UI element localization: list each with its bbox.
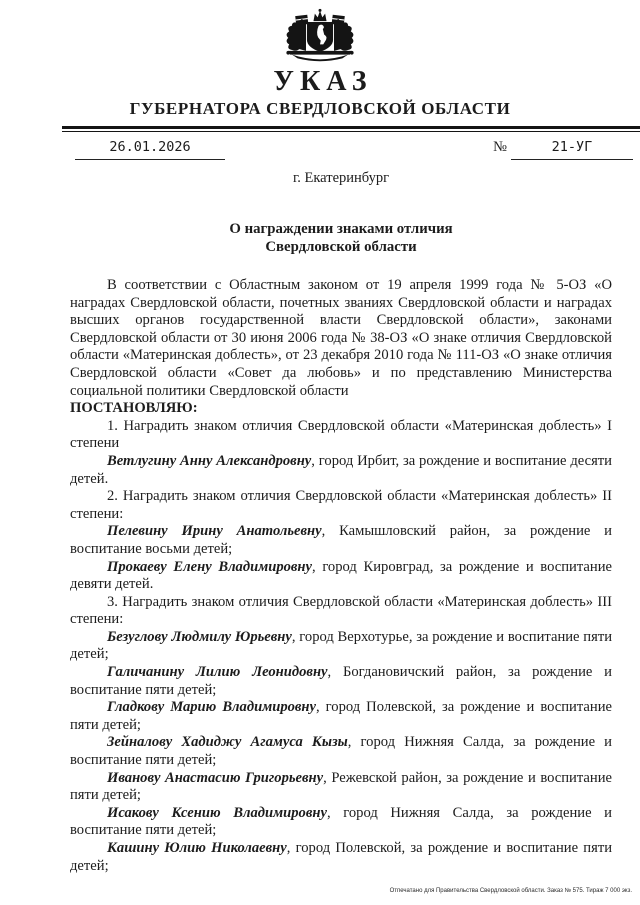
decree-body: [70, 277, 612, 875]
resolve-heading: ПОСТАНОВЛЯЮ:: [70, 400, 198, 417]
doc-type-title: УКАЗ: [273, 66, 373, 97]
award-entry: [70, 664, 612, 699]
award-entry: [70, 699, 612, 734]
award-details: , город Нижняя Салда, за рождение и воспитание пяти детей;: [70, 804, 612, 839]
awardee-name: Иванову Анастасию Григорьевну: [107, 769, 324, 786]
number-wrap: [493, 139, 633, 160]
awardee-name: Исакову Ксению Владимировну: [107, 804, 327, 821]
awardee-name: Прокаеву Елену Владимировну: [107, 558, 313, 575]
decree-title-line2: Свердловской области: [265, 239, 417, 255]
decree-title-line1: О награждении знаками отличия: [229, 221, 453, 237]
award-details: , город Полевской, за рождение и воспитание пяти детей;: [70, 699, 612, 733]
awardee-name: Гладкову Марию Владимировну: [107, 699, 317, 716]
award-entry: [70, 840, 612, 875]
awardee-name: Ветлугину Анну Александровну: [107, 452, 312, 469]
award-details: , Режевской район, за рождение и воспитание пяти детей;: [70, 769, 612, 804]
intro-paragraph: В соответствии с Областным законом от 19 апреля 1999 года № 5-ОЗ «О наградах Свердловской области, почетных званиях Свердловской области и наградах высших органов государственной власти Свердловской области», законами Свердловской области от 30 июня 2006 года № 38-ОЗ «О знаке отличия Свердловской области «Материнская доблесть», от 23 декабря 2010 года № 111-ОЗ «О знаке отличия Свердловской области «Совет да любовь» и по представлению Министерства социальной политики Свердловской области: [70, 277, 612, 399]
city-line: г. Екатеринбург: [292, 170, 390, 186]
decree-title: [70, 220, 612, 256]
item-paragraph-2: 2. Наградить знаком отличия Свердловской области «Материнская доблесть» II степени:: [70, 488, 612, 522]
item-paragraph-3: 3. Наградить знаком отличия Свердловской области «Материнская доблесть» III степени:: [70, 593, 612, 628]
award-entry: [70, 453, 612, 488]
authority-title: ГУБЕРНАТОРА СВЕРДЛОВСКОЙ ОБЛАСТИ: [129, 99, 511, 118]
award-entry: [70, 734, 612, 769]
award-details: , город Нижняя Салда, за рождение и воспитание пяти детей;: [70, 734, 612, 769]
award-details: , Камышловский район, за рождение и воспитание восьми детей;: [70, 523, 612, 557]
award-entry: [70, 629, 612, 664]
award-entry: [70, 770, 612, 805]
date-field: 26.01.2026: [75, 139, 225, 160]
award-details: , город Верхотурье, за рождение и воспитание пяти детей;: [70, 628, 613, 663]
award-details: , город Кировград, за рождение и воспитание девяти детей.: [70, 558, 612, 593]
awardee-name: Зейналову Хадиджу Агамуса Кызы: [107, 734, 348, 751]
meta-row: [0, 138, 640, 165]
award-entry: [70, 523, 612, 558]
number-sign: №: [493, 139, 507, 155]
awardee-name: Кашину Юлию Николаевну: [107, 840, 287, 856]
awardee-name: Галичанину Лилию Леонидовну: [107, 664, 328, 681]
item-paragraph-1: 1. Наградить знаком отличия Свердловской области «Материнская доблесть» I степени: [70, 417, 612, 452]
emblem-wrap: [0, 0, 640, 66]
number-field: 21-УГ: [511, 139, 633, 160]
award-details: , город Полевской, за рождение и воспитание пяти детей;: [70, 840, 613, 874]
award-details: , город Ирбит, за рождение и воспитание десяти детей.: [70, 452, 612, 487]
awardee-name: Безуглову Людмилу Юрьевну: [107, 628, 292, 645]
award-entry: [70, 559, 612, 594]
header-rule: [62, 126, 640, 132]
awardee-name: Пелевину Ирину Анатольевну: [107, 523, 322, 540]
imprint-line: Отпечатано для Правительства Свердловской области. Заказ № 575. Тираж 7 000 экз.: [389, 888, 632, 894]
sverdlovsk-coat-of-arms-icon: [277, 8, 363, 64]
award-entry: [70, 805, 612, 840]
award-details: , Богдановичский район, за рождение и воспитание пяти детей;: [70, 664, 612, 698]
